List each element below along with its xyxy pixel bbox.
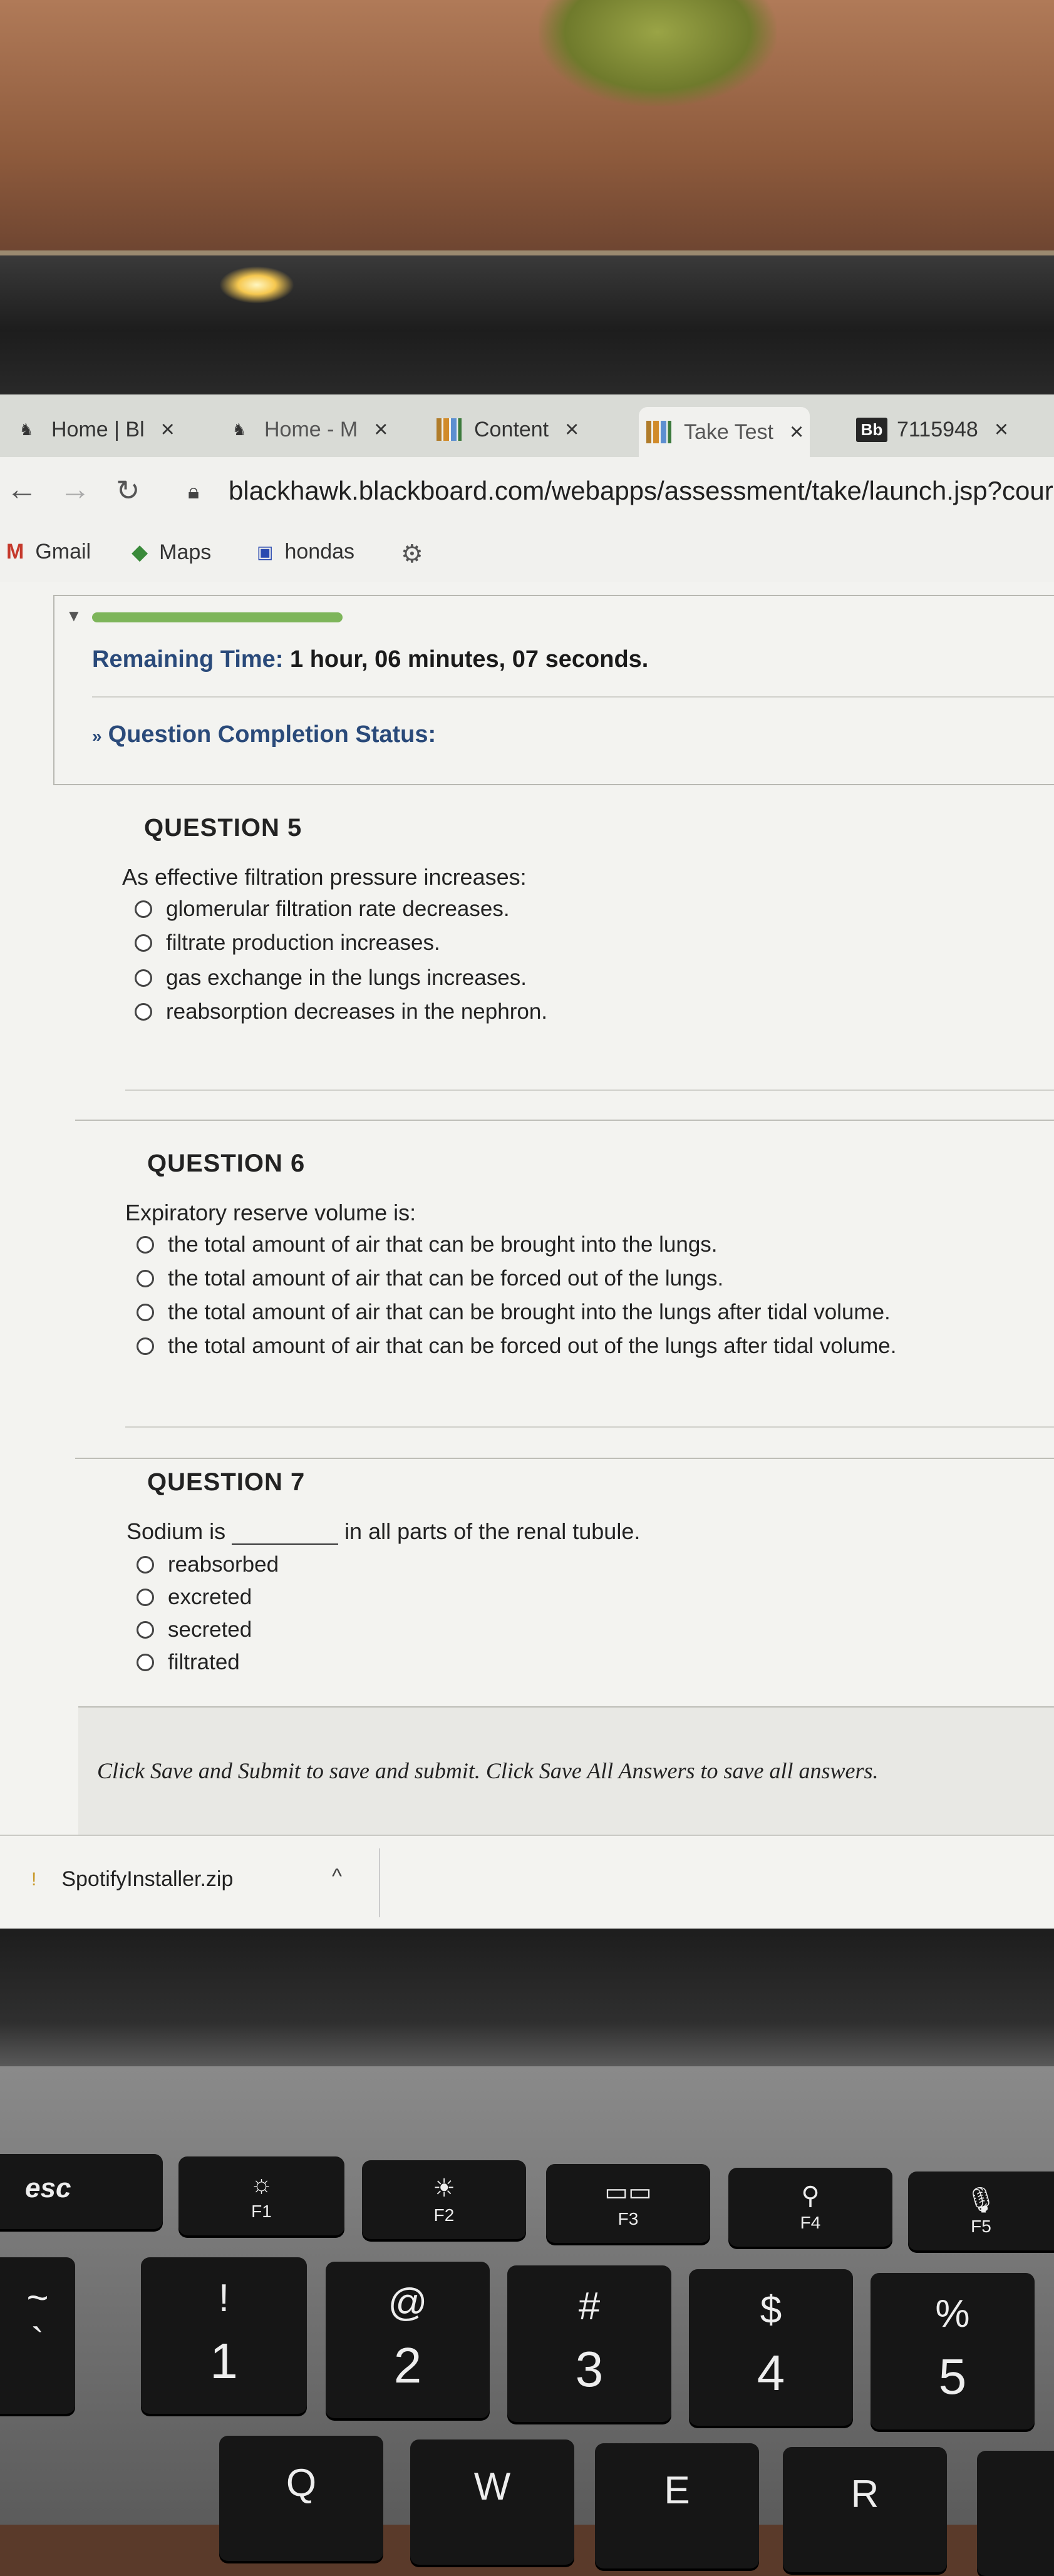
- microphone-icon: 🎙︎: [965, 2187, 997, 2214]
- double-chevron-icon: »: [92, 726, 102, 746]
- answer-option[interactable]: reabsorbed: [137, 1552, 279, 1577]
- bars-icon: [645, 420, 673, 445]
- divider: [92, 696, 1054, 698]
- f3-key: ▭▭ F3: [546, 2164, 710, 2243]
- key-w: W: [410, 2439, 574, 2565]
- light-reflection: [219, 266, 294, 304]
- laptop-bezel: [0, 250, 1054, 406]
- remaining-time: Remaining Time: 1 hour, 06 minutes, 07 seconds.: [92, 646, 649, 672]
- close-icon[interactable]: ×: [994, 416, 1009, 443]
- answer-option[interactable]: the total amount of air that can be forced out of the lungs after tidal volume.: [137, 1334, 896, 1359]
- answer-option[interactable]: the total amount of air that can be brought into the lungs after tidal volume.: [137, 1300, 891, 1325]
- search-icon: ⚲: [801, 2182, 820, 2210]
- answer-option[interactable]: secreted: [137, 1617, 252, 1642]
- key-5: % 5: [871, 2273, 1035, 2429]
- test-content: [0, 582, 1054, 1929]
- submit-instructions: Click Save and Submit to save and submit. Click Save All Answers to save all answers.: [97, 1758, 879, 1783]
- downloads-bar: [0, 1835, 1054, 1929]
- lock-icon: 🔒︎: [188, 480, 200, 503]
- back-icon[interactable]: ←: [6, 471, 38, 507]
- close-icon[interactable]: ×: [565, 416, 579, 443]
- radio-button[interactable]: [137, 1621, 154, 1639]
- f2-key: ☀ F2: [362, 2160, 526, 2239]
- answer-option[interactable]: glomerular filtration rate decreases.: [135, 897, 510, 922]
- question-text: Sodium is in all parts of the renal tubule.: [127, 1518, 641, 1544]
- forward-icon[interactable]: →: [59, 471, 91, 507]
- answer-option[interactable]: filtrated: [137, 1650, 240, 1675]
- bars-icon: [435, 417, 463, 442]
- tab-7115948[interactable]: Bb 7115948 ×: [858, 411, 1008, 448]
- radio-button[interactable]: [137, 1270, 154, 1287]
- close-icon[interactable]: ×: [374, 416, 388, 443]
- key-r: R: [783, 2447, 947, 2572]
- radio-button[interactable]: [137, 1654, 154, 1671]
- bookmark-hondas[interactable]: ▣ hondas: [257, 540, 355, 564]
- radio-button[interactable]: [135, 1003, 152, 1021]
- close-icon[interactable]: ×: [790, 418, 804, 445]
- warning-icon: !: [31, 1868, 37, 1890]
- answer-option[interactable]: gas exchange in the lungs increases.: [135, 966, 527, 991]
- radio-button[interactable]: [137, 1337, 154, 1355]
- divider: [125, 1426, 1054, 1428]
- key-2: @ 2: [326, 2262, 490, 2418]
- bookmark-gmail[interactable]: M Gmail: [6, 540, 91, 564]
- answer-option[interactable]: the total amount of air that can be brought into the lungs.: [137, 1232, 718, 1257]
- radio-button[interactable]: [137, 1304, 154, 1321]
- browser-window: [0, 394, 1054, 1929]
- bookmark-maps[interactable]: ◆ Maps: [132, 540, 212, 564]
- answer-option[interactable]: excreted: [137, 1585, 252, 1610]
- radio-button[interactable]: [137, 1589, 154, 1606]
- close-icon[interactable]: ×: [160, 416, 175, 443]
- progress-bar: [92, 612, 343, 622]
- brightness-up-icon: ☀: [433, 2175, 455, 2202]
- laptop-lower-bezel: [0, 1929, 1054, 2085]
- key-q: Q: [219, 2436, 383, 2561]
- f4-key: ⚲ F4: [728, 2168, 892, 2247]
- caret-down-icon[interactable]: ▼: [66, 606, 82, 625]
- honda-icon: ▣: [257, 542, 274, 562]
- question-title: QUESTION 7: [147, 1468, 306, 1496]
- gmail-icon: M: [6, 540, 24, 564]
- divider: [125, 1090, 1054, 1091]
- key-e: E: [595, 2443, 759, 2568]
- divider: [75, 1458, 1054, 1459]
- divider: [379, 1848, 380, 1917]
- reload-icon[interactable]: ↻: [116, 474, 140, 507]
- desk-background: [0, 0, 1054, 263]
- radio-button[interactable]: [137, 1556, 154, 1574]
- test-status-panel: [53, 595, 1054, 785]
- radio-button[interactable]: [135, 969, 152, 987]
- completion-status-toggle[interactable]: » Question Completion Status:: [92, 721, 437, 748]
- fill-in-blank: [232, 1525, 338, 1545]
- esc-key: esc: [0, 2154, 163, 2229]
- backtick-key: ~ `: [0, 2257, 75, 2414]
- question-title: QUESTION 5: [144, 814, 302, 842]
- key-1: ! 1: [141, 2257, 307, 2414]
- blackboard-icon: ♞: [232, 420, 247, 439]
- f5-key: 🎙︎ F5: [908, 2172, 1054, 2250]
- tab-home-m[interactable]: ♞ Home - M ×: [225, 411, 388, 448]
- bookmarks-bar: [0, 526, 1054, 584]
- key-4: $ 4: [689, 2269, 853, 2426]
- mission-control-icon: ▭▭: [604, 2178, 652, 2206]
- radio-button[interactable]: [135, 934, 152, 952]
- maps-icon: ◆: [132, 540, 148, 564]
- plant-leaf: [539, 0, 777, 106]
- question-text: As effective filtration pressure increases:: [122, 864, 527, 890]
- blackboard-icon: ♞: [19, 420, 34, 439]
- radio-button[interactable]: [137, 1236, 154, 1254]
- answer-option[interactable]: reabsorption decreases in the nephron.: [135, 999, 547, 1024]
- url-field[interactable]: blackhawk.blackboard.com/webapps/assessment/take/launch.jsp?cour: [229, 476, 1053, 505]
- bb-icon: Bb: [858, 417, 886, 442]
- question-title: QUESTION 6: [147, 1150, 306, 1177]
- brightness-down-icon: ☼: [250, 2170, 273, 2198]
- submit-instructions-panel: [78, 1706, 1054, 1845]
- key-t: [977, 2451, 1054, 2576]
- tab-content[interactable]: Content ×: [435, 411, 579, 448]
- tab-take-test[interactable]: Take Test ×: [639, 407, 810, 457]
- download-item[interactable]: ! SpotifyInstaller.zip: [31, 1867, 234, 1891]
- tab-bar: [0, 394, 1054, 457]
- gear-icon[interactable]: ⚙: [401, 540, 423, 568]
- answer-option[interactable]: the total amount of air that can be forced out of the lungs.: [137, 1266, 723, 1291]
- tab-home-bl[interactable]: ♞ Home | Bl ×: [13, 411, 175, 448]
- keyboard: [0, 2066, 1054, 2525]
- answer-option[interactable]: filtrate production increases.: [135, 930, 440, 956]
- radio-button[interactable]: [135, 900, 152, 918]
- key-3: # 3: [507, 2265, 671, 2422]
- chevron-up-icon[interactable]: ^: [332, 1865, 342, 1888]
- address-bar: [0, 457, 1054, 526]
- question-text: Expiratory reserve volume is:: [125, 1200, 416, 1225]
- f1-key: ☼ F1: [178, 2156, 344, 2235]
- divider: [75, 1120, 1054, 1121]
